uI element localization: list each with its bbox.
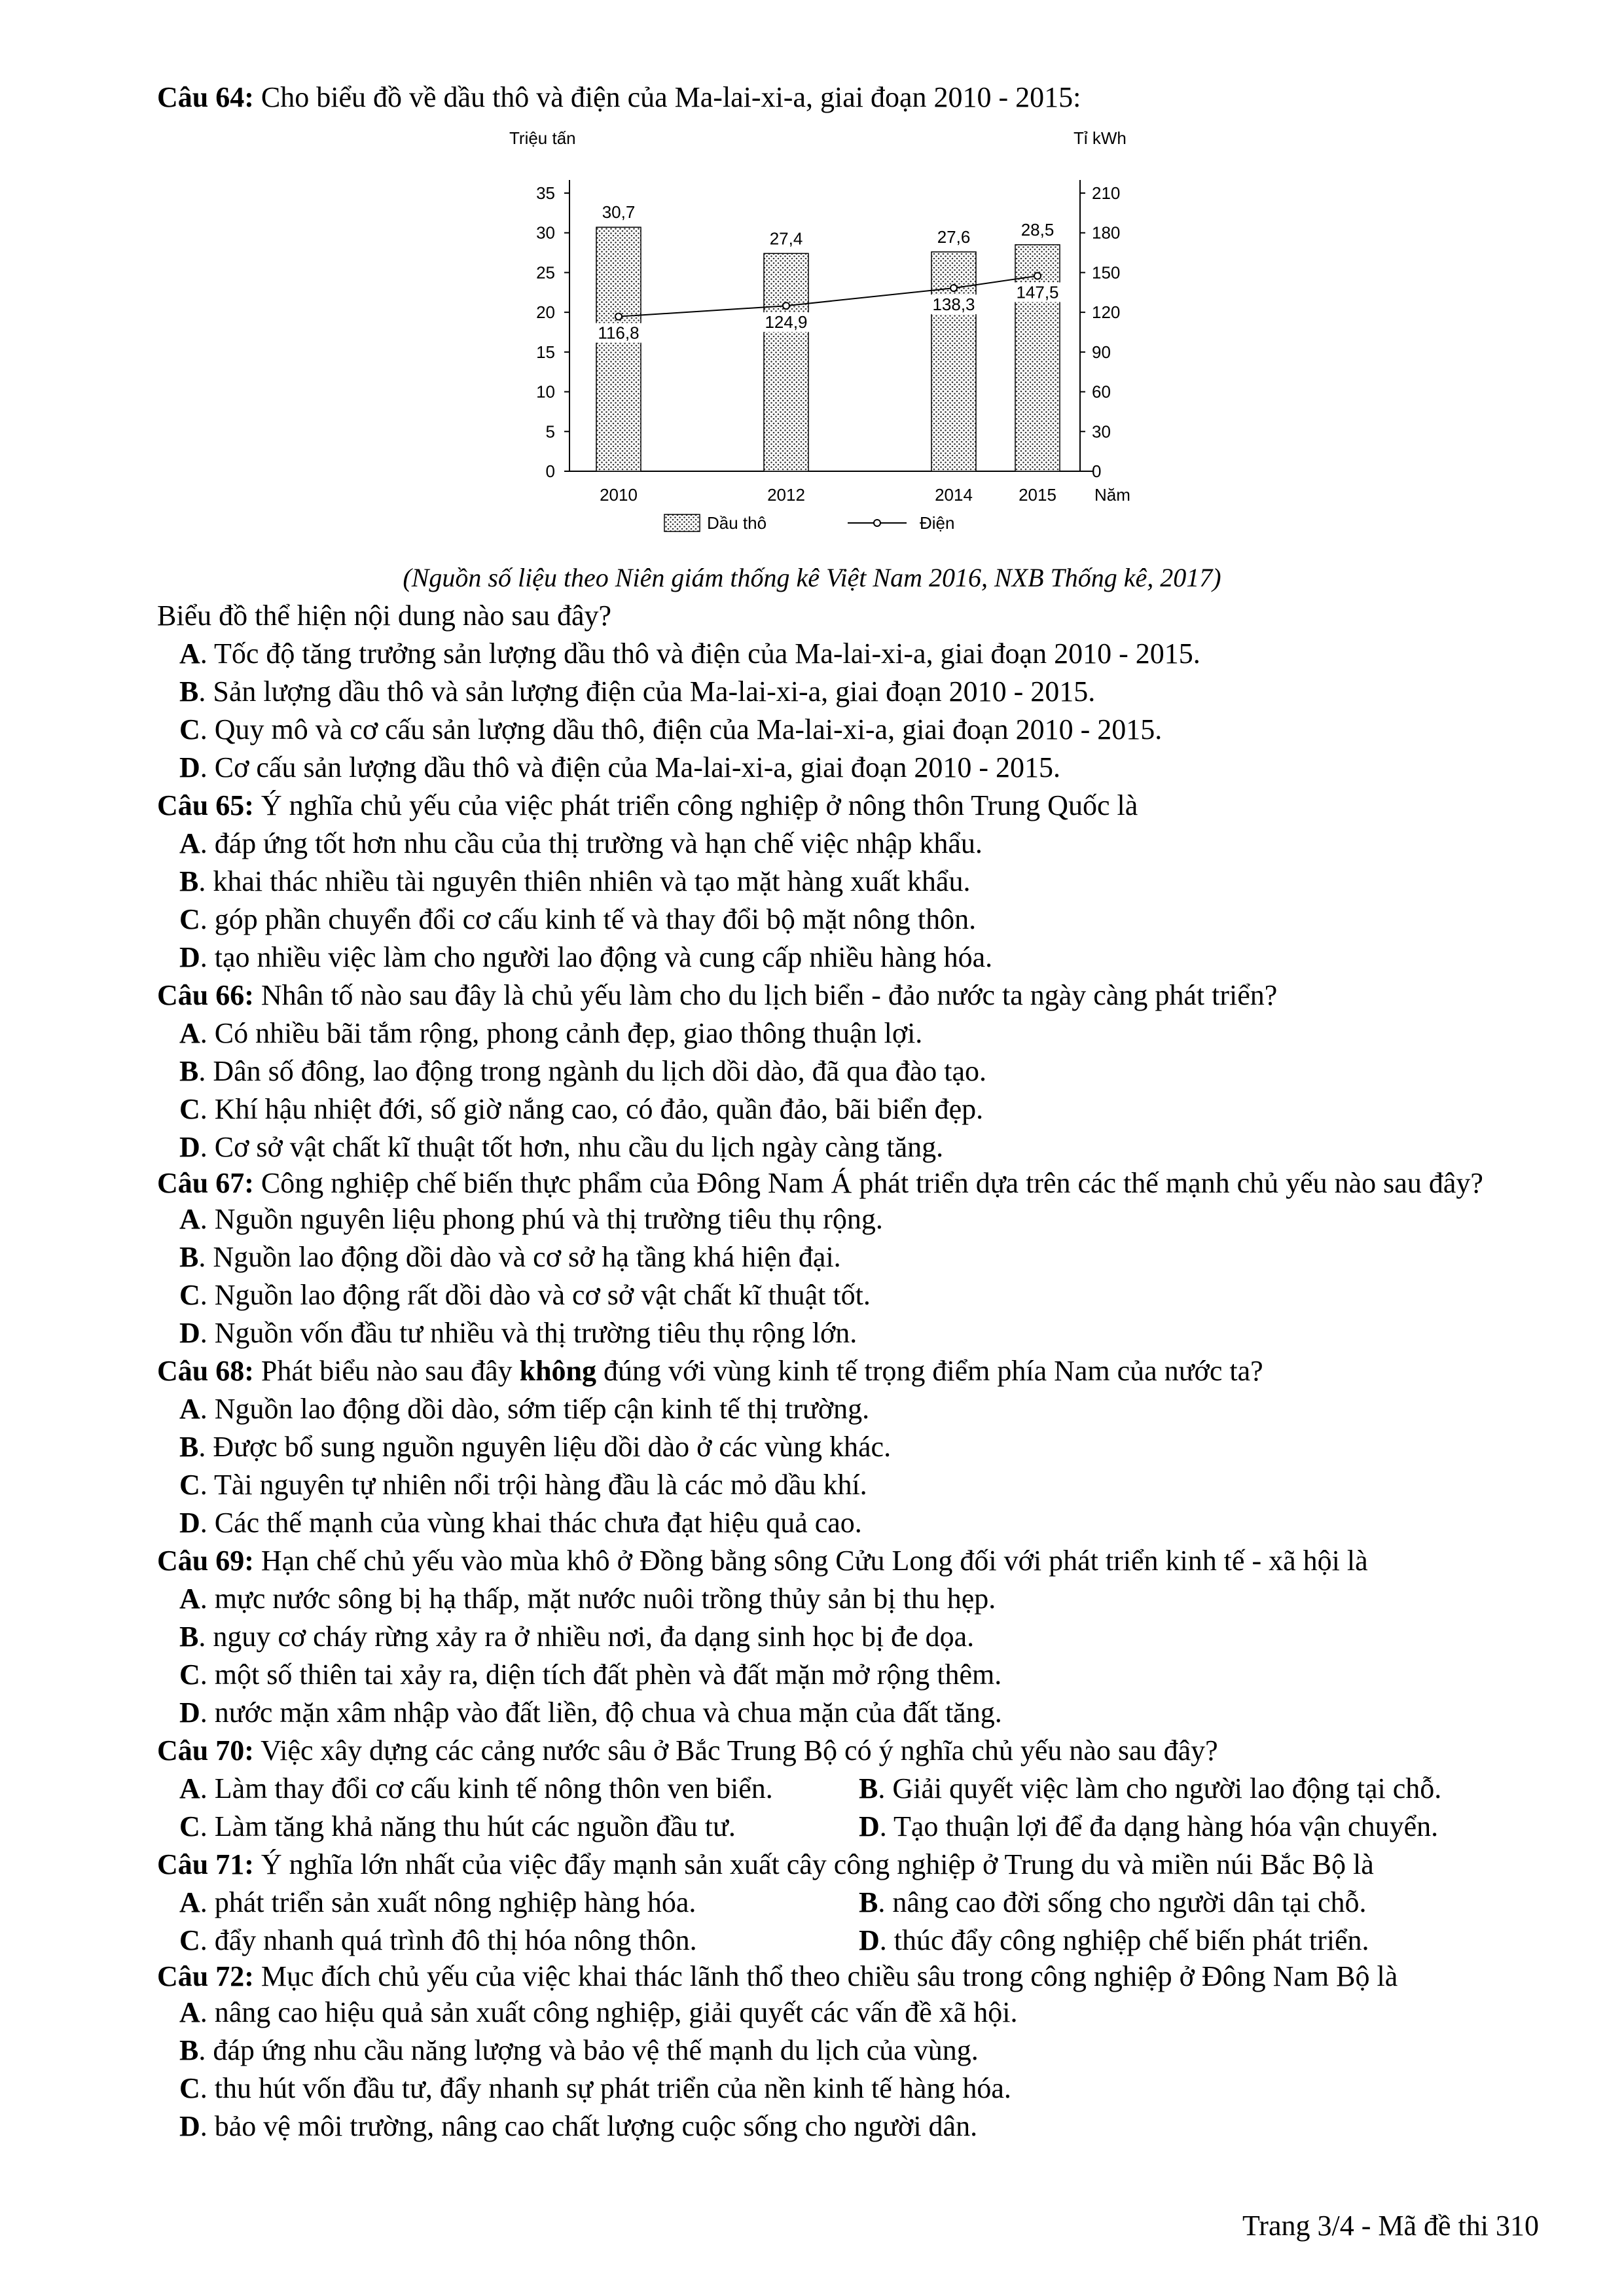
bar-value-label: 28,5	[1020, 219, 1055, 240]
question-72-stem: Câu 72: Mục đích chủ yếu của việc khai thác lãnh thổ theo chiều sâu trong công nghiệp ở Đông Nam Bộ là	[157, 1960, 1398, 1992]
x-tick-label: 2015	[1019, 485, 1056, 505]
x-tick-label: 2014	[935, 485, 973, 505]
option-c[interactable]: C. Tài nguyên tự nhiên nổi trội hàng đầu là các mỏ dầu khí.	[179, 1469, 867, 1501]
right-tick-label: 60	[1092, 382, 1111, 402]
option-a[interactable]: A. phát triển sản xuất nông nghiệp hàng hóa.	[179, 1886, 696, 1918]
left-tick-label: 25	[536, 262, 555, 283]
right-tick-label: 90	[1092, 342, 1111, 362]
emphasis-not: không	[519, 1355, 597, 1387]
option-b[interactable]: B. Được bổ sung nguồn nguyên liệu dồi dào ở các vùng khác.	[179, 1431, 892, 1463]
question-64-options	[157, 597, 1538, 2145]
right-tick-label: 0	[1092, 461, 1102, 481]
option-a[interactable]: A. đáp ứng tốt hơn nhu cầu của thị trường và hạn chế việc nhập khẩu.	[179, 827, 983, 859]
left-axis-title: Triệu tấn	[509, 128, 576, 148]
option-row	[157, 1770, 1538, 1808]
question-64-prompt: Biểu đồ thể hiện nội dung nào sau đây?	[157, 600, 612, 632]
point-electricity-2010	[615, 314, 622, 320]
bar-oil-2012	[764, 253, 808, 471]
option-b[interactable]: B. nguy cơ cháy rừng xảy ra ở nhiều nơi, đa dạng sinh học bị đe dọa.	[179, 1621, 975, 1653]
point-electricity-2015	[1034, 272, 1041, 279]
option-c[interactable]: C. thu hút vốn đầu tư, đẩy nhanh sự phát triển của nền kinh tế hàng hóa.	[179, 2072, 1011, 2104]
option-row	[157, 1922, 1538, 1960]
left-tick-label: 35	[536, 183, 555, 203]
option-a[interactable]: A. nâng cao hiệu quả sản xuất công nghiệp, giải quyết các vấn đề xã hội.	[179, 1996, 1018, 2028]
x-axis-title: Năm	[1094, 485, 1130, 505]
line-value-label: 116,8	[598, 323, 640, 343]
right-tick-label: 210	[1092, 183, 1121, 203]
left-tick-label: 20	[536, 302, 555, 323]
question-71-stem: Câu 71: Ý nghĩa lớn nhất của việc đẩy mạnh sản xuất cây công nghiệp ở Trung du và miền núi Bắc Bộ là	[157, 1848, 1374, 1880]
option-b[interactable]: B. khai thác nhiều tài nguyên thiên nhiên và tạo mặt hàng xuất khẩu.	[179, 865, 971, 897]
question-68-stem: Câu 68: Phát biểu nào sau đây không đúng với vùng kinh tế trọng điểm phía Nam của nước ta?	[157, 1355, 1263, 1387]
option-d[interactable]: D. thúc đẩy công nghiệp chế biến phát triển.	[859, 1924, 1369, 1956]
option-row	[157, 1884, 1538, 1922]
legend-label-electricity: Điện	[920, 513, 955, 533]
option-c[interactable]: C. đẩy nhanh quá trình đô thị hóa nông thôn.	[179, 1924, 697, 1956]
option-d[interactable]: D. Nguồn vốn đầu tư nhiều và thị trường tiêu thụ rộng lớn.	[179, 1317, 857, 1349]
option-a[interactable]: A. Tốc độ tăng trưởng sản lượng dầu thô và điện của Ma-lai-xi-a, giai đoạn 2010 - 2015.	[179, 637, 1200, 670]
option-a[interactable]: A. Nguồn lao động dồi dào, sớm tiếp cận kinh tế thị trường.	[179, 1393, 870, 1425]
x-tick-label: 2010	[600, 485, 638, 505]
option-c[interactable]: C. Quy mô và cơ cấu sản lượng dầu thô, điện của Ma-lai-xi-a, giai đoạn 2010 - 2015.	[179, 713, 1163, 745]
oil-electricity-chart	[497, 124, 1178, 550]
question-67-stem: Câu 67: Công nghiệp chế biến thực phẩm của Đông Nam Á phát triển dựa trên các thế mạnh chủ yếu nào sau đây?	[157, 1167, 1483, 1199]
option-a[interactable]: A. mực nước sông bị hạ thấp, mặt nước nuôi trồng thủy sản bị thu hẹp.	[179, 1583, 996, 1615]
option-a[interactable]: A. Có nhiều bãi tắm rộng, phong cảnh đẹp, giao thông thuận lợi.	[179, 1017, 923, 1049]
left-tick-label: 30	[536, 223, 555, 243]
option-b[interactable]: B. Nguồn lao động dồi dào và cơ sở hạ tầng khá hiện đại.	[179, 1241, 841, 1273]
chart-source-note: (Nguồn số liệu theo Niên giám thống kê Việt Nam 2016, NXB Thống kê, 2017)	[403, 563, 1221, 592]
option-b[interactable]: B. nâng cao đời sống cho người dân tại chỗ.	[859, 1886, 1367, 1918]
page-footer: Trang 3/4 - Mã đề thi 310	[1242, 2210, 1539, 2242]
line-value-label: 124,9	[765, 312, 808, 332]
option-a[interactable]: A. Làm thay đổi cơ cấu kinh tế nông thôn ven biển.	[179, 1772, 773, 1804]
option-c[interactable]: C. một số thiên tai xảy ra, diện tích đất phèn và đất mặn mở rộng thêm.	[179, 1659, 1002, 1691]
left-tick-label: 15	[536, 342, 555, 362]
option-d[interactable]: D. Cơ cấu sản lượng dầu thô và điện của Ma-lai-xi-a, giai đoạn 2010 - 2015.	[179, 751, 1061, 783]
option-b[interactable]: B. Dân số đông, lao động trong ngành du lịch dồi dào, đã qua đào tạo.	[179, 1055, 987, 1087]
left-tick-label: 5	[545, 422, 555, 442]
point-electricity-2014	[950, 285, 957, 291]
option-c[interactable]: C. Khí hậu nhiệt đới, số giờ nắng cao, có đảo, quần đảo, bãi biển đẹp.	[179, 1093, 984, 1125]
line-value-label: 138,3	[932, 295, 975, 315]
option-b[interactable]: B. Giải quyết việc làm cho người lao động tại chỗ.	[859, 1772, 1442, 1804]
x-tick-label: 2012	[767, 485, 805, 505]
question-64-stem	[157, 79, 1538, 117]
question-65-stem: Câu 65: Ý nghĩa chủ yếu của việc phát triển công nghiệp ở nông thôn Trung Quốc là	[157, 789, 1138, 821]
legend-marker-electricity	[874, 520, 880, 526]
option-d[interactable]: D. bảo vệ môi trường, nâng cao chất lượng cuộc sống cho người dân.	[179, 2110, 978, 2142]
right-axis-title: Tỉ kWh	[1074, 128, 1127, 148]
option-c[interactable]: C. Làm tăng khả năng thu hút các nguồn đầu tư.	[179, 1810, 736, 1842]
question-label: Câu 64:	[157, 81, 254, 113]
option-d[interactable]: D. nước mặn xâm nhập vào đất liền, độ chua và chua mặn của đất tăng.	[179, 1696, 1002, 1729]
option-a[interactable]: A. Nguồn nguyên liệu phong phú và thị trường tiêu thụ rộng.	[179, 1203, 883, 1235]
question-66-stem: Câu 66: Nhân tố nào sau đây là chủ yếu làm cho du lịch biển - đảo nước ta ngày càng phát triển?	[157, 979, 1278, 1011]
left-tick-label: 0	[545, 461, 555, 481]
legend-label-oil: Dầu thô	[707, 513, 767, 533]
option-row	[157, 1808, 1538, 1846]
bar-value-label: 27,4	[769, 228, 803, 249]
chart-legend	[664, 513, 954, 533]
bar-value-label: 27,6	[937, 226, 971, 247]
legend-swatch-oil	[664, 514, 700, 531]
right-tick-label: 120	[1092, 302, 1121, 323]
option-c[interactable]: C. Nguồn lao động rất dồi dào và cơ sở vật chất kĩ thuật tốt.	[179, 1279, 871, 1311]
question-70-stem: Câu 70: Việc xây dựng các cảng nước sâu ở Bắc Trung Bộ có ý nghĩa chủ yếu nào sau đây?	[157, 1734, 1218, 1767]
line-value-label: 147,5	[1016, 282, 1059, 302]
option-d[interactable]: D. tạo nhiều việc làm cho người lao động và cung cấp nhiều hàng hóa.	[179, 941, 993, 973]
question-text: Cho biểu đồ về dầu thô và điện của Ma-lai-xi-a, giai đoạn 2010 - 2015:	[253, 81, 1081, 113]
question-69-stem: Câu 69: Hạn chế chủ yếu vào mùa khô ở Đồng bằng sông Cửu Long đối với phát triển kinh tế - xã hội là	[157, 1545, 1368, 1577]
option-d[interactable]: D. Cơ sở vật chất kĩ thuật tốt hơn, nhu cầu du lịch ngày càng tăng.	[179, 1131, 944, 1163]
bar-value-label: 30,7	[602, 202, 636, 223]
question-64	[157, 79, 1538, 117]
right-tick-label: 30	[1092, 422, 1111, 442]
option-d[interactable]: D. Các thế mạnh của vùng khai thác chưa đạt hiệu quả cao.	[179, 1507, 862, 1539]
right-tick-label: 150	[1092, 262, 1121, 283]
right-tick-label: 180	[1092, 223, 1121, 243]
left-tick-label: 10	[536, 382, 555, 402]
bar-oil-2010	[596, 227, 641, 471]
option-b[interactable]: B. Sản lượng dầu thô và sản lượng điện của Ma-lai-xi-a, giai đoạn 2010 - 2015.	[179, 675, 1096, 708]
option-d[interactable]: D. Tạo thuận lợi để đa dạng hàng hóa vận chuyển.	[859, 1810, 1439, 1842]
option-b[interactable]: B. đáp ứng nhu cầu năng lượng và bảo vệ thế mạnh du lịch của vùng.	[179, 2034, 979, 2066]
point-electricity-2012	[783, 302, 789, 309]
option-c[interactable]: C. góp phần chuyển đổi cơ cấu kinh tế và thay đổi bộ mặt nông thôn.	[179, 903, 977, 935]
